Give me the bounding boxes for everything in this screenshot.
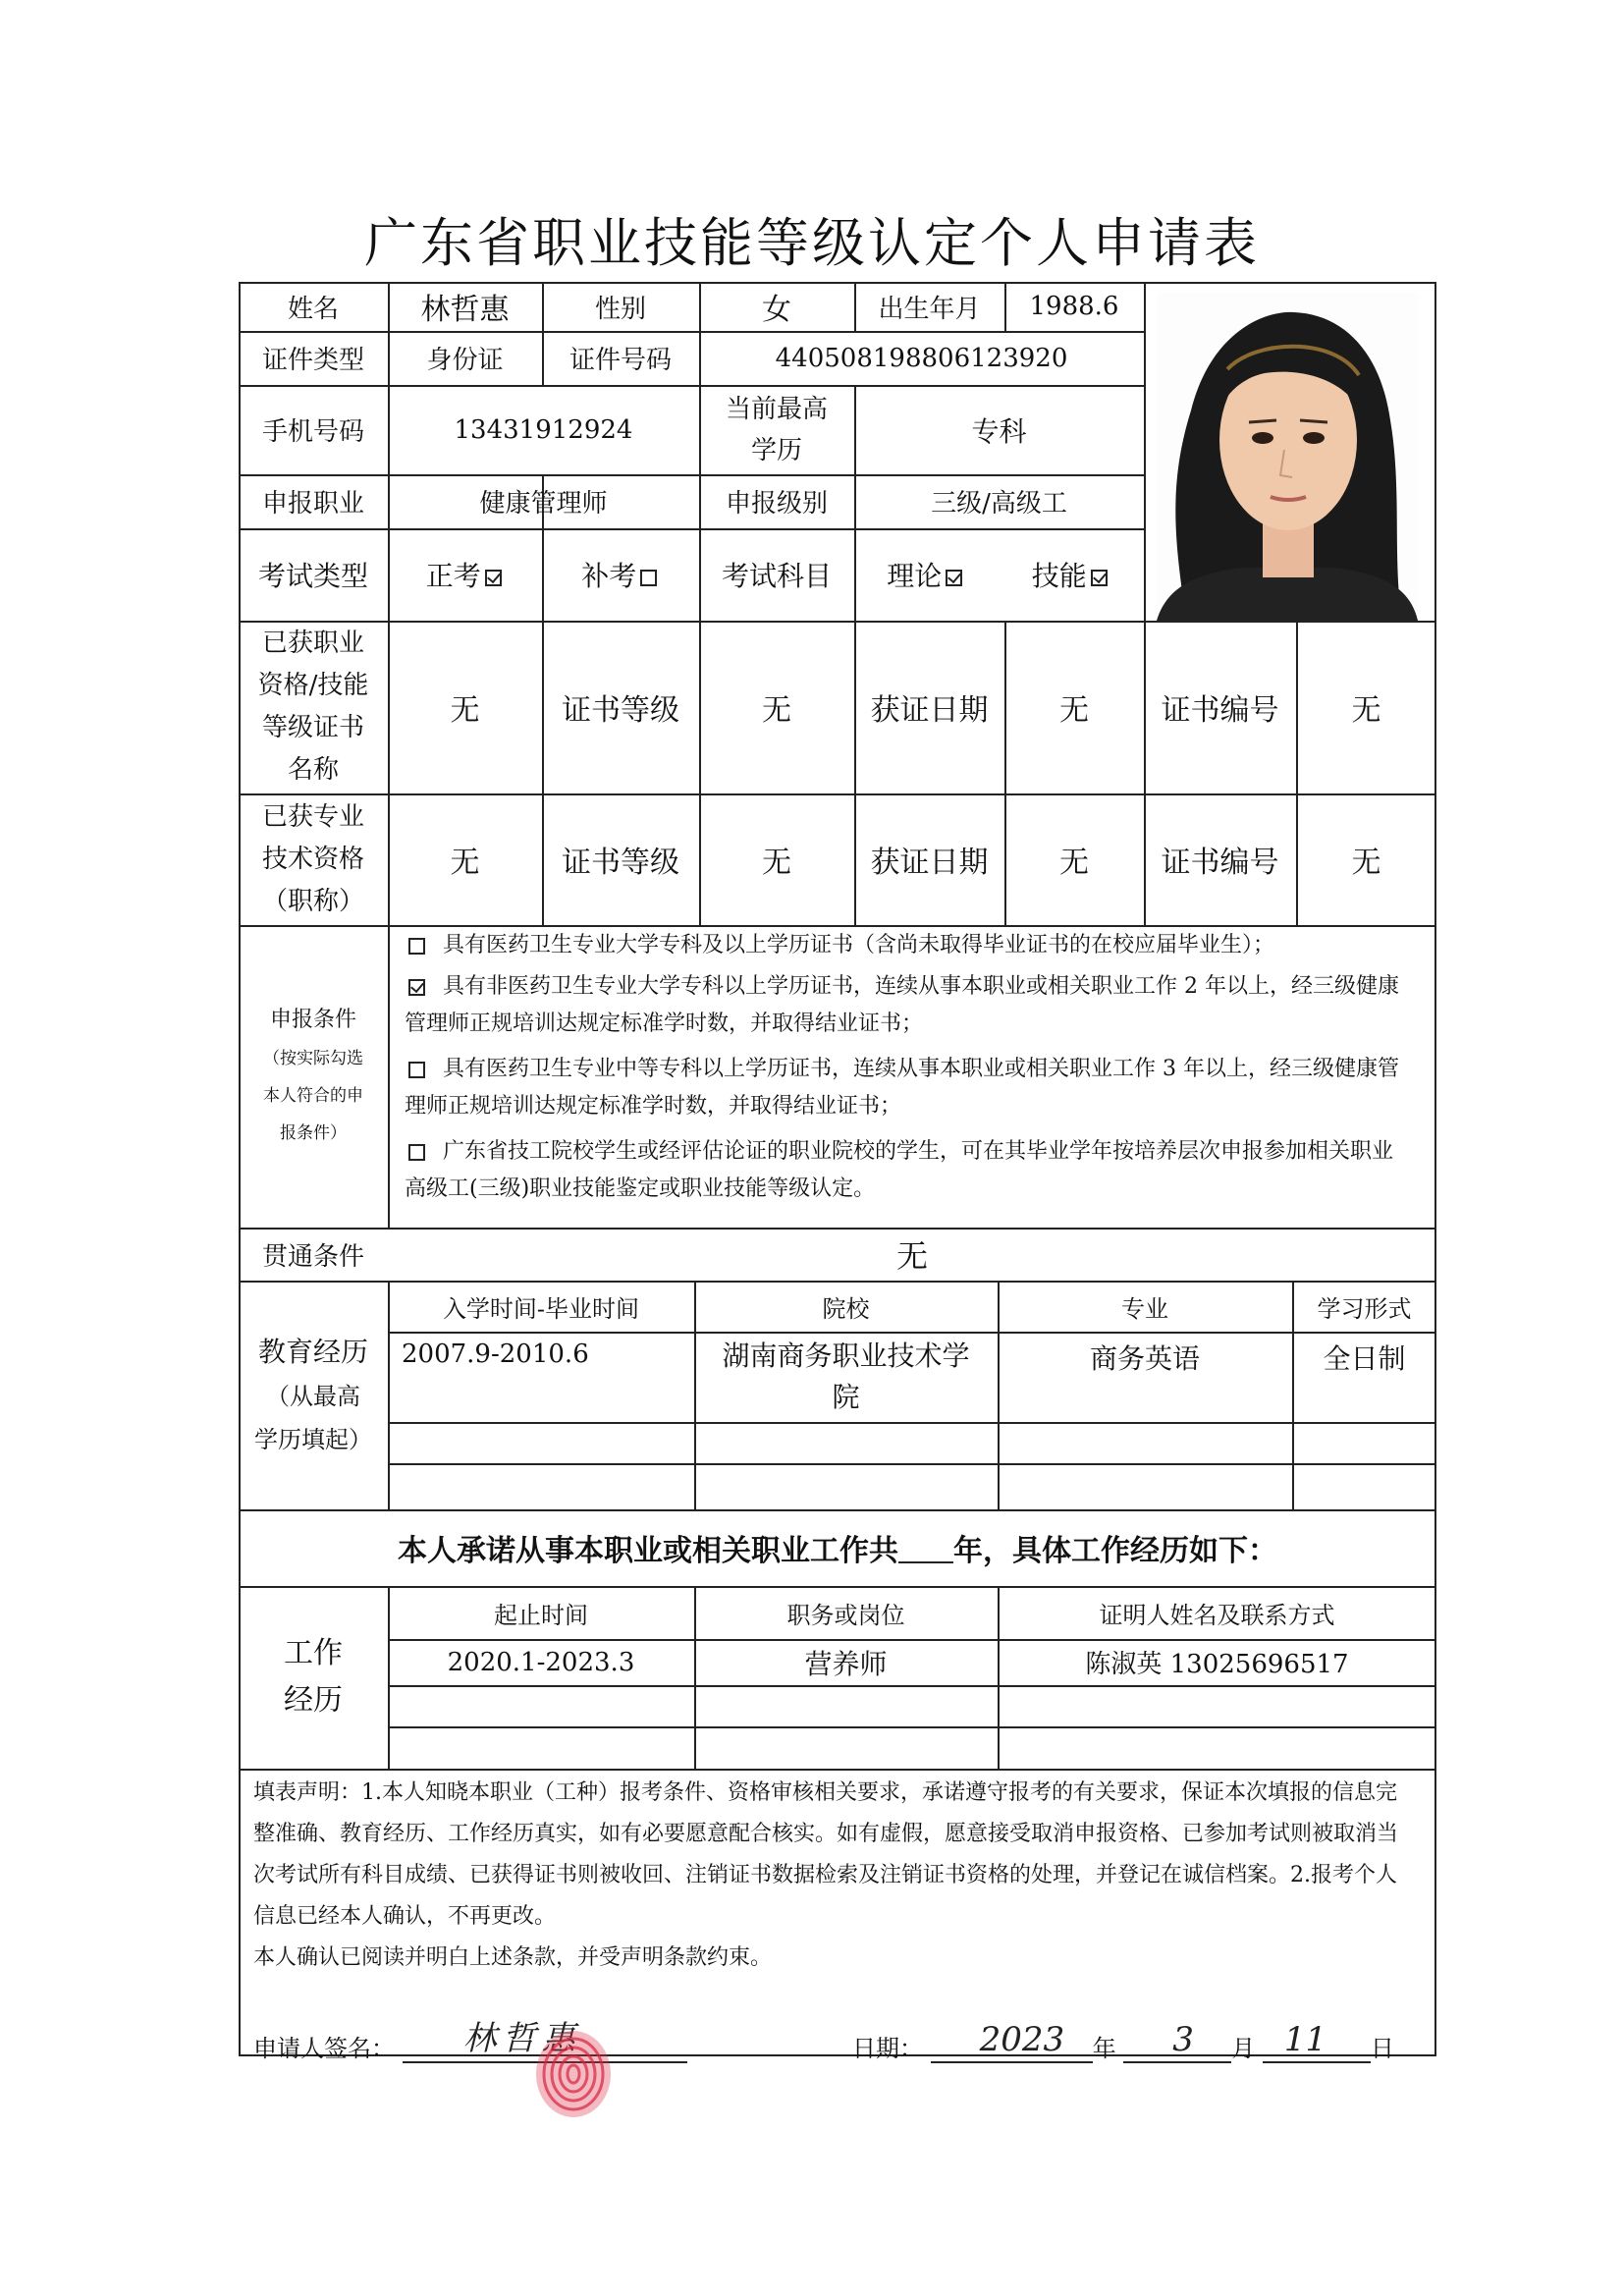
work-header-position: 职务或岗位 — [786, 1601, 905, 1629]
gender-value[interactable]: 女 — [762, 293, 791, 327]
level-value[interactable]: 三级/高级工 — [931, 489, 1067, 519]
signature-label: 申请人签名： — [253, 2035, 395, 2062]
fingerprint-seal — [528, 2025, 619, 2123]
id-number-value[interactable]: 440508198806123920 — [775, 343, 1068, 373]
vocational-no-label: 证书编号 — [1161, 693, 1279, 728]
professional-date-label: 获证日期 — [870, 846, 989, 880]
work-label-cell: 工作 经历 — [284, 1636, 343, 1718]
exam-type-makeup[interactable]: 补考 — [581, 555, 661, 594]
id-number-label: 证件号码 — [568, 346, 672, 375]
edu-header-school: 院校 — [822, 1294, 870, 1323]
education-label: 教育经历 — [257, 1335, 368, 1368]
edu-row-form[interactable]: 全日制 — [1323, 1342, 1406, 1375]
vocational-grade-value[interactable]: 无 — [762, 693, 791, 728]
condition-4-checkbox[interactable] — [408, 1144, 425, 1161]
phone-value[interactable]: 13431912924 — [454, 414, 633, 445]
condition-item-3[interactable]: 具有医药卫生专业中等专科以上学历证书，连续从事本职业或相关职业工作 3 年以上，经三级健康管 理师正规培训达规定标准学时数，并取得结业证书； — [405, 1057, 1399, 1119]
phone-label: 手机号码 — [261, 417, 364, 447]
work-header-reference: 证明人姓名及联系方式 — [1099, 1601, 1335, 1629]
professional-grade-label: 证书等级 — [562, 846, 679, 880]
vocational-date-label: 获证日期 — [870, 693, 989, 728]
condition-2-checkbox[interactable] — [408, 979, 425, 996]
job-label: 申报职业 — [261, 489, 364, 519]
condition-item-4[interactable]: 广东省技工院校学生或经评估论证的职业院校的学生，可在其毕业学年按培养层次申报参加相关职业 高级工(三级)职业技能鉴定或职业技能等级认定。 — [405, 1139, 1394, 1201]
id-type-value[interactable]: 身份证 — [426, 346, 504, 375]
edu-header-period: 入学时间-毕业时间 — [442, 1294, 640, 1323]
birth-value[interactable]: 1988.6 — [1029, 292, 1119, 321]
work-header-period: 起止时间 — [494, 1601, 588, 1629]
level-label: 申报级别 — [725, 489, 828, 519]
exam-subject-options — [854, 528, 1144, 621]
conditions-label: 申报条件 — [269, 1008, 356, 1032]
edu-row-school[interactable]: 湖南商务职业技术学 院 — [722, 1339, 970, 1413]
exam-subject-label: 考试科目 — [721, 560, 832, 592]
condition-1-checkbox[interactable] — [408, 938, 425, 955]
condition-3-checkbox[interactable] — [408, 1062, 425, 1078]
professional-title-name[interactable]: 无 — [450, 846, 480, 880]
through-value[interactable]: 无 — [895, 1237, 928, 1275]
edu-row-major[interactable]: 商务英语 — [1089, 1342, 1200, 1375]
edu-header-form: 学习形式 — [1317, 1294, 1412, 1323]
skill-checkbox[interactable] — [1091, 570, 1108, 586]
through-label: 贯通条件 — [261, 1241, 364, 1272]
date-label: 日期： — [852, 2035, 923, 2062]
exam-type-options — [388, 528, 699, 621]
day-field[interactable]: 11 — [1263, 2032, 1371, 2063]
condition-item-1[interactable]: 具有医药卫生专业大学专科及以上学历证书（含尚未取得毕业证书的在校应届毕业生）； — [405, 927, 1426, 964]
vocational-date-value[interactable]: 无 — [1059, 693, 1089, 728]
id-type-label: 证件类型 — [261, 346, 364, 375]
makeup-checkbox[interactable] — [640, 570, 657, 586]
date-row: 日期： 2023 年 3 月 11 日 — [852, 2020, 1394, 2062]
edu-row-period[interactable]: 2007.9-2010.6 — [402, 1339, 589, 1369]
vocational-cert-label: 已获职业 资格/技能 等级证书 名称 — [257, 629, 369, 785]
month-field[interactable]: 3 — [1123, 2032, 1231, 2063]
education-level-label: 当前最高 学历 — [725, 394, 828, 465]
professional-date-value[interactable]: 无 — [1059, 846, 1089, 880]
name-value[interactable]: 林哲惠 — [420, 293, 510, 327]
work-row-position[interactable]: 营养师 — [804, 1647, 888, 1680]
work-years-pledge: 本人承诺从事本职业或相关职业工作共 年，具体工作经历如下： — [398, 1534, 1277, 1568]
conditions-label-cell: 申报条件 （按实际勾选 本人符合的申 报条件） — [239, 925, 388, 1228]
form-title: 广东省职业技能等级认定个人申请表 — [364, 212, 1260, 274]
subject-theory[interactable]: 理论 — [887, 555, 966, 594]
education-label-cell: 教育经历 （从最高 学历填起） — [239, 1281, 388, 1509]
professional-no-label: 证书编号 — [1161, 846, 1279, 880]
vocational-cert-name[interactable]: 无 — [450, 693, 480, 728]
work-years-blank[interactable] — [898, 1532, 953, 1563]
birth-label: 出生年月 — [878, 294, 981, 324]
regular-checkbox[interactable] — [485, 570, 502, 586]
professional-no-value[interactable]: 无 — [1351, 846, 1381, 880]
work-row-period[interactable]: 2020.1-2023.3 — [447, 1647, 635, 1677]
job-value[interactable]: 健康管理师 — [479, 489, 608, 519]
theory-checkbox[interactable] — [946, 570, 962, 586]
gender-label: 性别 — [594, 294, 646, 324]
condition-item-2[interactable]: 具有非医药卫生专业大学专科以上学历证书，连续从事本职业或相关职业工作 2 年以上，经三级健康 管理师正规培训达规定标准学时数，并取得结业证书； — [405, 974, 1399, 1036]
subject-skill[interactable]: 技能 — [1032, 555, 1111, 594]
exam-type-label: 考试类型 — [257, 560, 368, 592]
professional-title-label: 已获专业 技术资格 （职称） — [261, 801, 364, 916]
exam-type-regular[interactable]: 正考 — [426, 555, 506, 594]
edu-header-major: 专业 — [1121, 1294, 1168, 1323]
vocational-no-value[interactable]: 无 — [1351, 693, 1381, 728]
year-field[interactable]: 2023 — [931, 2032, 1093, 2063]
declaration: 填表声明：1.本人知晓本职业（工种）报考条件、资格审核相关要求，承诺遵守报考的有关要求，保证本次填报的信息完 整准确、教育经历、工作经历真实，如有必要愿意配合核实。如有虚假，愿意接受取消申报资格、已参加考试则被取消当 次考试所有科目成绩、已获得证书则被收回、注销证书数据检索及注销证书资格的处理，并登记在诚信档案。2.报考个人 信息已经本人确认，不再更改。 本人确认已阅读并明白上述条款，并受声明条款约束。 — [253, 1780, 1399, 1970]
vocational-grade-label: 证书等级 — [562, 693, 679, 728]
education-level-value[interactable]: 专科 — [971, 414, 1027, 448]
handwritten-signature: 林哲惠 — [462, 2019, 581, 2058]
work-row-reference[interactable]: 陈淑英 13025696517 — [1085, 1650, 1349, 1679]
signature-row — [253, 2019, 687, 2063]
name-label: 姓名 — [287, 294, 339, 324]
professional-grade-value[interactable]: 无 — [762, 846, 791, 880]
